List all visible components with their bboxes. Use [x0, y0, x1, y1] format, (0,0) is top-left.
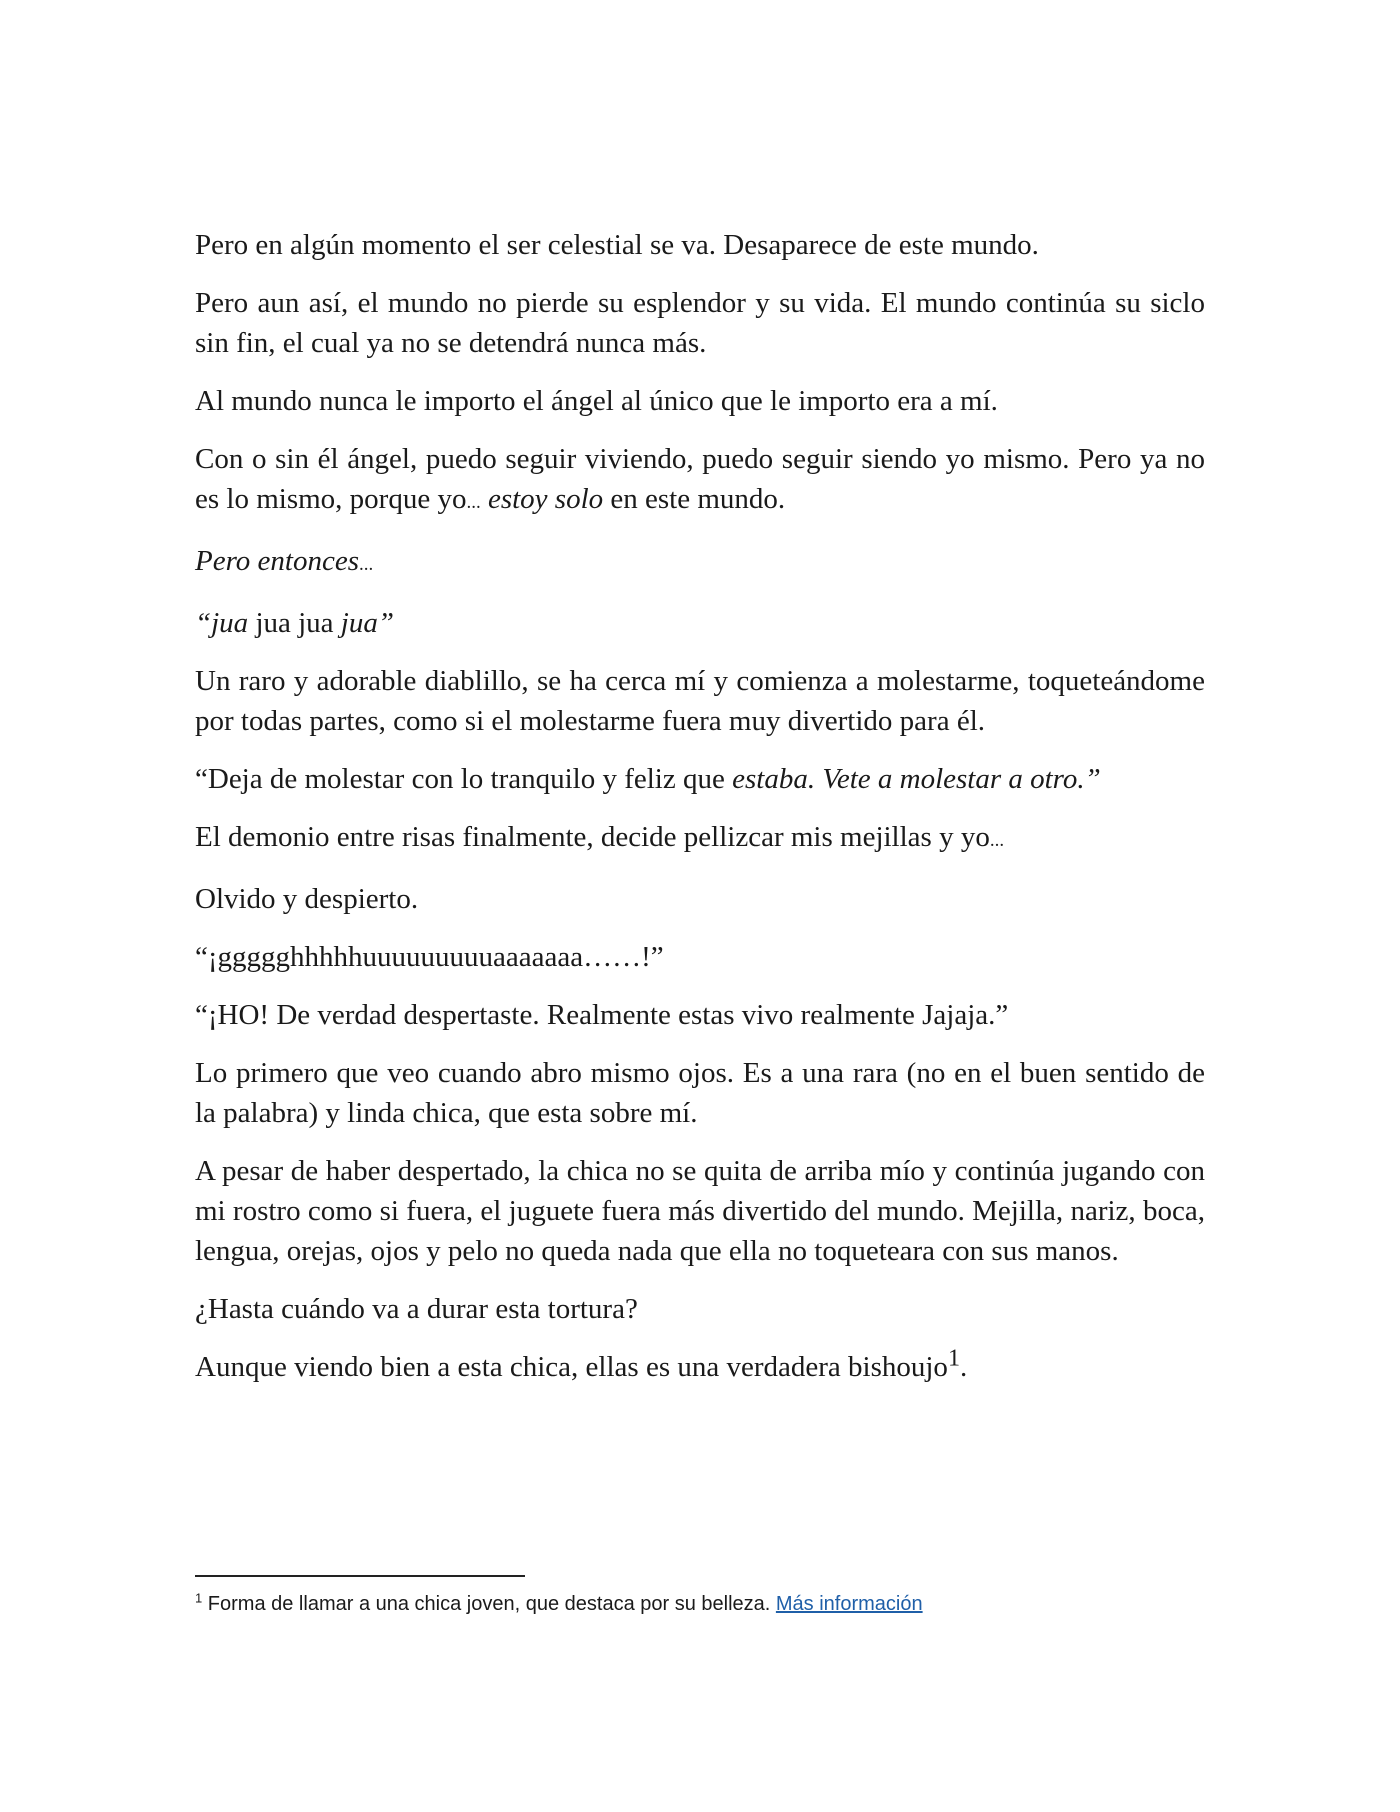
paragraph-15: ¿Hasta cuándo va a durar esta tortura?: [195, 1293, 638, 1325]
paragraph-1: Pero en algún momento el ser celestial se va. Desaparece de este mundo.: [195, 229, 1039, 261]
paragraph-4-ellipsis: ...: [466, 492, 481, 513]
body-text: [195, 225, 1205, 1405]
more-info-link[interactable]: Más información: [775, 1593, 923, 1615]
paragraph-12: “¡HO! De verdad despertaste. Realmente estas vivo realmente Jajaja.”: [195, 999, 1009, 1031]
paragraph-13: Lo primero que veo cuando abro mismo ojos. Es a una rara (no en el buen sentido de la palabra) y linda chica, que esta sobre mí.: [195, 1057, 1205, 1129]
paragraph-7: Un raro y adorable diablillo, se ha cerca mí y comienza a molestarme, toqueteándome por todas partes, como si el molestarme fuera muy divertido para él.: [195, 665, 1205, 737]
paragraph-4-text-a: Con o sin él ángel, puedo seguir viviendo, puedo seguir siendo yo mismo. Pero ya no es lo mismo, porque yo: [195, 443, 1205, 515]
footnote-text: Forma de llamar a una chica joven, que destaca por su belleza.: [202, 1593, 776, 1615]
footnote-reference: 1: [947, 1344, 961, 1372]
paragraph-6: [195, 603, 1205, 643]
paragraph-9-text: El demonio entre risas finalmente, decide pellizcar mis mejillas y yo: [195, 821, 990, 853]
paragraph-8-text: “Deja de molestar con lo tranquilo y feliz que: [195, 763, 733, 795]
paragraph-5-ellipsis: ...: [359, 554, 374, 575]
paragraph-3: Al mundo nunca le importo el ángel al único que le importo era a mí.: [195, 385, 998, 417]
paragraph-4-italic: estoy solo: [480, 483, 604, 515]
paragraph-4-text-b: en este mundo.: [603, 483, 786, 515]
paragraph-6-italic-b: jua”: [340, 607, 394, 639]
paragraph-16-end: .: [960, 1351, 968, 1383]
paragraph-6-italic-a: “jua: [195, 607, 249, 639]
paragraph-8: [195, 759, 1205, 799]
paragraph-2: Pero aun así, el mundo no pierde su esplendor y su vida. El mundo continúa su siclo sin fin, el cual ya no se detendrá nunca más.: [195, 287, 1205, 359]
paragraph-16: [195, 1344, 1205, 1387]
paragraph-10: Olvido y despierto.: [195, 883, 419, 915]
paragraph-11: “¡ggggghhhhhuuuuuuuuuaaaaaaa……!”: [195, 941, 664, 973]
paragraph-4: [195, 439, 1205, 523]
footnote-separator: [195, 1575, 525, 1577]
footnote: [195, 1590, 1205, 1618]
paragraph-5: [195, 541, 1205, 585]
paragraph-8-italic: estaba. Vete a molestar a otro.”: [732, 763, 1101, 795]
paragraph-16-text: Aunque viendo bien a esta chica, ellas es una verdadera bishoujo: [195, 1351, 948, 1383]
footnote-marker: 1: [195, 1590, 203, 1606]
paragraph-14: A pesar de haber despertado, la chica no se quita de arriba mío y continúa jugando con mi rostro como si fuera, el juguete fuera más divertido del mundo. Mejilla, nariz, boca, lengua, orejas, ojos y pelo no queda nada que ella no toqueteara con sus manos.: [195, 1155, 1205, 1267]
paragraph-5-italic: Pero entonces: [195, 545, 360, 577]
paragraph-9-ellipsis: ...: [989, 830, 1005, 851]
paragraph-9: [195, 817, 1205, 861]
paragraph-6-text: jua jua: [248, 607, 341, 639]
